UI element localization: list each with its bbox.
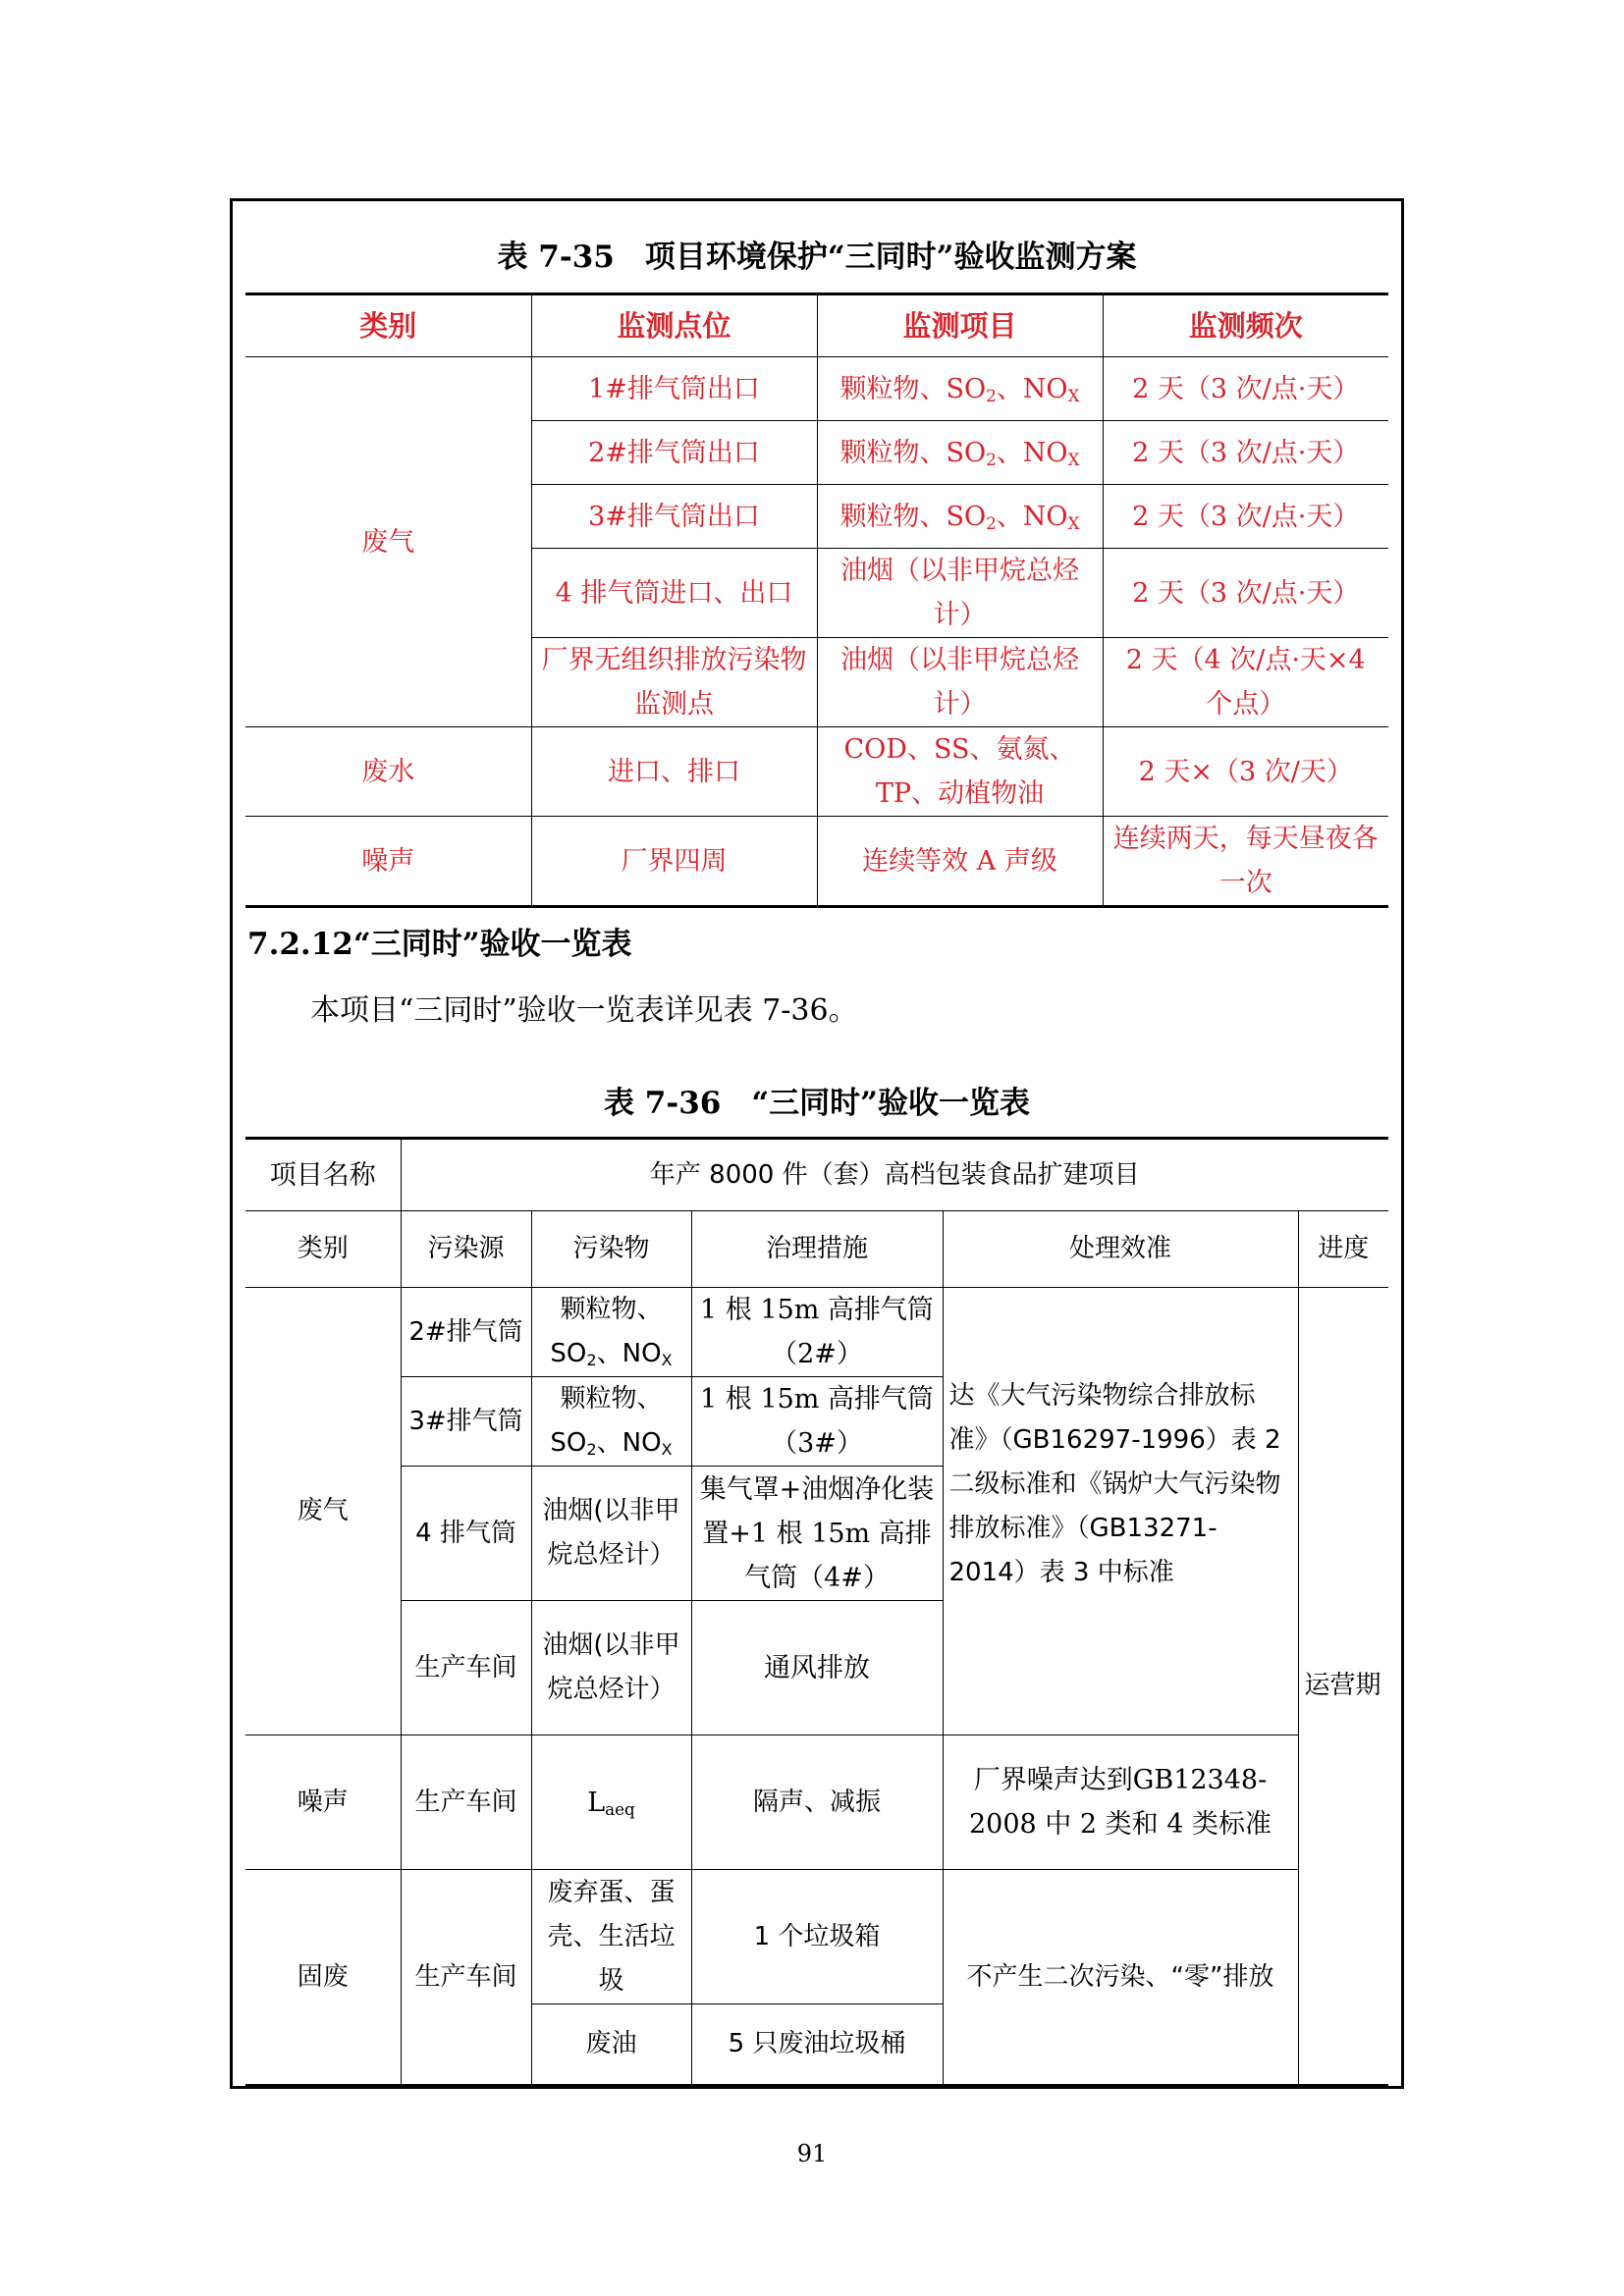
point-cell: 4 排气筒进口、出口	[531, 549, 817, 638]
header-category: 类别	[245, 1211, 401, 1288]
measure-cell: 通风排放	[691, 1601, 943, 1735]
section-heading: 7.2.12“三同时”验收一览表	[247, 927, 632, 962]
category-cell: 废气	[245, 357, 531, 727]
pollutant-cell: 颗粒物、$SO_2$、$NO_X$	[531, 1377, 691, 1467]
source-cell: 生产车间	[401, 1601, 531, 1735]
item-cell: COD、SS、氨氮、TP、动植物油	[817, 727, 1103, 817]
pollutant-cell: 废油	[531, 2004, 691, 2086]
standard-cell: 达《大气污染物综合排放标准》（GB16297-1996）表 2 二级标准和《锅炉大气污染物排放标准》（GB13271-2014）表 3 中标准	[943, 1288, 1298, 1735]
source-cell: 4 排气筒	[401, 1467, 531, 1601]
source-cell: 3#排气筒	[401, 1377, 531, 1467]
acceptance-checklist-table	[245, 1137, 1388, 2087]
frequency-cell: 连续两天，每天昼夜各一次	[1103, 817, 1388, 907]
source-cell: 生产车间	[401, 1735, 531, 1870]
point-cell: 2#排气筒出口	[531, 421, 817, 485]
header-measure: 治理措施	[691, 1211, 943, 1288]
pollutant-cell: 废弃蛋、蛋壳、生活垃圾	[531, 1870, 691, 2004]
point-cell: 厂界无组织排放污染物监测点	[531, 638, 817, 727]
item-cell: 油烟（以非甲烷总烃计）	[817, 549, 1103, 638]
measure-cell: 1 个垃圾箱	[691, 1870, 943, 2004]
category-cell: 废气	[245, 1288, 401, 1735]
progress-cell: 运营期	[1298, 1288, 1388, 2086]
project-row	[245, 1139, 1388, 1211]
table-row	[245, 1870, 1388, 2004]
item-cell: 颗粒物、$SO_2$、$NO_X$	[817, 421, 1103, 485]
header-source: 污染源	[401, 1211, 531, 1288]
project-label: 项目名称	[245, 1139, 401, 1211]
table36-caption: 表 7-36 “三同时”验收一览表	[603, 1086, 1031, 1121]
category-cell: 废水	[245, 727, 531, 817]
header-standard: 处理效准	[943, 1211, 1298, 1288]
frequency-cell: 2 天（3 次/点·天）	[1103, 421, 1388, 485]
header-item: 监测项目	[817, 294, 1103, 357]
measure-cell: 1 根 15m 高排气筒（3#）	[691, 1377, 943, 1467]
frequency-cell: 2 天（4 次/点·天×4 个点）	[1103, 638, 1388, 727]
measure-cell: 1 根 15m 高排气筒（2#）	[691, 1288, 943, 1377]
pollutant-cell: 油烟(以非甲烷总烃计）	[531, 1601, 691, 1735]
category-cell: 噪声	[245, 817, 531, 907]
measure-cell: 隔声、减振	[691, 1735, 943, 1870]
monitoring-plan-table	[245, 293, 1388, 908]
point-cell: 1#排气筒出口	[531, 357, 817, 421]
table-row	[245, 1288, 1388, 1377]
pollutant-cell: $L_{aeq}$	[531, 1735, 691, 1870]
standard-cell: 厂界噪声达到GB12348-2008 中 2 类和 4 类标准	[943, 1735, 1298, 1870]
measure-cell: 集气罩+油烟净化装置+1 根 15m 高排气筒（4#）	[691, 1467, 943, 1601]
point-cell: 进口、排口	[531, 727, 817, 817]
table-row	[245, 1735, 1388, 1870]
project-name: 年产 8000 件（套）高档包装食品扩建项目	[401, 1139, 1388, 1211]
table-header-row	[245, 294, 1388, 357]
measure-cell: 5 只废油垃圾桶	[691, 2004, 943, 2086]
point-cell: 厂界四周	[531, 817, 817, 907]
standard-cell: 不产生二次污染、“零”排放	[943, 1870, 1298, 2086]
header-pollutant: 污染物	[531, 1211, 691, 1288]
frequency-cell: 2 天×（3 次/天）	[1103, 727, 1388, 817]
header-progress: 进度	[1298, 1211, 1388, 1288]
item-cell: 颗粒物、$SO_2$、$NO_X$	[817, 357, 1103, 421]
source-cell: 2#排气筒	[401, 1288, 531, 1377]
header-frequency: 监测频次	[1103, 294, 1388, 357]
header-point: 监测点位	[531, 294, 817, 357]
header-category: 类别	[245, 294, 531, 357]
table-row	[245, 357, 1388, 421]
table35-caption: 表 7-35 项目环境保护“三同时”验收监测方案	[497, 240, 1137, 275]
table-row	[245, 817, 1388, 907]
pollutant-cell: 颗粒物、$SO_2$、$NO_X$	[531, 1288, 691, 1377]
frequency-cell: 2 天（3 次/点·天）	[1103, 549, 1388, 638]
category-cell: 噪声	[245, 1735, 401, 1870]
item-cell: 连续等效 A 声级	[817, 817, 1103, 907]
item-cell: 油烟（以非甲烷总烃计）	[817, 638, 1103, 727]
point-cell: 3#排气筒出口	[531, 485, 817, 549]
pollutant-cell: 油烟(以非甲烷总烃计）	[531, 1467, 691, 1601]
table-row	[245, 727, 1388, 817]
frequency-cell: 2 天（3 次/点·天）	[1103, 485, 1388, 549]
section-paragraph: 本项目“三同时”验收一览表详见表 7-36。	[310, 993, 858, 1028]
source-cell: 生产车间	[401, 1870, 531, 2086]
category-cell: 固废	[245, 1870, 401, 2086]
page-number: 91	[796, 2140, 828, 2167]
item-cell: 颗粒物、$SO_2$、$NO_X$	[817, 485, 1103, 549]
frequency-cell: 2 天（3 次/点·天）	[1103, 357, 1388, 421]
table-header-row	[245, 1211, 1388, 1288]
